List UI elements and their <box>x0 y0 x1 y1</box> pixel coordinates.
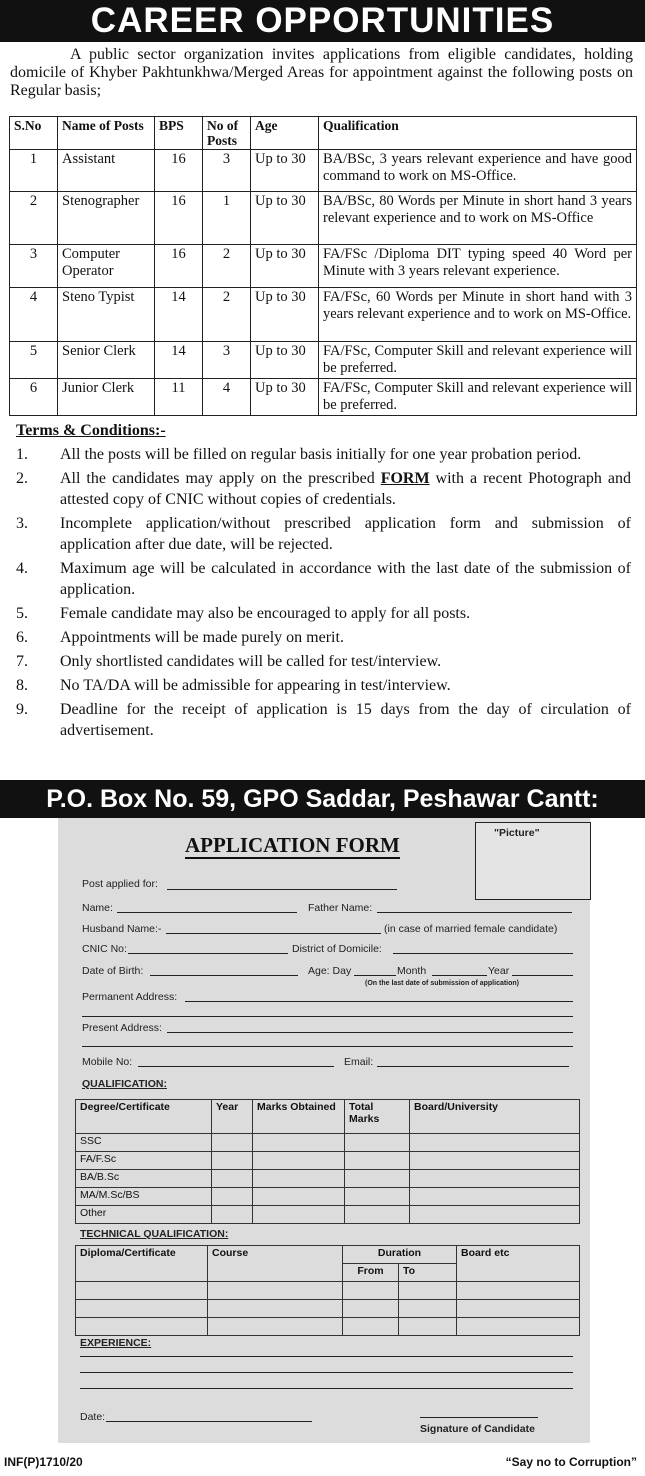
cnic-field[interactable] <box>128 953 288 954</box>
table-row <box>76 1134 580 1152</box>
present-address-field[interactable] <box>167 1032 573 1033</box>
table-row <box>10 150 637 192</box>
item-text: All the candidates may apply on the prescribed <box>60 470 381 487</box>
post-applied-field[interactable] <box>167 889 397 890</box>
experience-field-3[interactable] <box>80 1388 573 1389</box>
name-label: Name: <box>82 902 113 914</box>
signature-line[interactable] <box>420 1417 538 1418</box>
table-cell[interactable] <box>208 1318 343 1336</box>
cell-name: Senior Clerk <box>58 342 155 379</box>
cell-posts: 3 <box>203 342 251 379</box>
cell-sno: 4 <box>10 288 58 342</box>
item-text: All the posts will be filled on regular basis initially for one year probation period. <box>60 446 582 463</box>
qual-row-label: MA/M.Sc/BS <box>76 1188 212 1206</box>
cell-qualification: BA/BSc, 80 Words per Minute in short hand 3 years relevant experience and to work on MS-Office <box>319 192 637 245</box>
age-month-field[interactable] <box>432 975 487 976</box>
form-title: APPLICATION FORM <box>185 833 400 857</box>
table-cell[interactable] <box>345 1206 410 1224</box>
father-name-label: Father Name: <box>308 902 373 914</box>
table-cell[interactable] <box>457 1318 580 1336</box>
cell-name: Steno Typist <box>58 288 155 342</box>
cell-posts: 4 <box>203 379 251 416</box>
technical-qualification-heading: TECHNICAL QUALIFICATION: <box>80 1228 229 1240</box>
table-cell[interactable] <box>253 1188 345 1206</box>
dob-field[interactable] <box>150 975 298 976</box>
page-title: CAREER OPPORTUNITIES <box>0 0 645 42</box>
tech-header-diploma: Diploma/Certificate <box>76 1246 208 1282</box>
qualification-heading: QUALIFICATION: <box>82 1078 167 1090</box>
tech-header-duration: Duration <box>343 1246 457 1264</box>
terms-list <box>16 444 631 744</box>
age-day-label: Age: Day <box>308 965 352 977</box>
table-cell[interactable] <box>208 1282 343 1300</box>
list-item <box>16 444 631 465</box>
table-row <box>10 245 637 288</box>
item-text: Deadline for the receipt of application is 15 days from the day of circulation of advertisement. <box>60 701 631 739</box>
item-text: with a recent Photograph and attested copy of CNIC without copies of credentials. <box>60 470 631 508</box>
cell-name: Junior Clerk <box>58 379 155 416</box>
table-header-row <box>76 1100 580 1134</box>
present-address-field-2[interactable] <box>82 1046 573 1047</box>
table-row <box>76 1206 580 1224</box>
table-cell[interactable] <box>212 1152 253 1170</box>
item-number: 1. <box>16 446 28 463</box>
cell-bps: 16 <box>155 245 203 288</box>
picture-box <box>475 822 591 900</box>
table-cell[interactable] <box>212 1188 253 1206</box>
table-cell[interactable] <box>212 1170 253 1188</box>
cell-qualification: FA/FSc /Diploma DIT typing speed 40 Word per Minute with 3 years relevant experience. <box>319 245 637 288</box>
col-header-posts: No of Posts <box>203 117 251 150</box>
cell-posts: 1 <box>203 192 251 245</box>
cell-qualification: FA/FSc, Computer Skill and relevant experience will be preferred. <box>319 379 637 416</box>
table-cell[interactable] <box>253 1134 345 1152</box>
post-applied-label: Post applied for: <box>82 878 158 890</box>
item-text: No TA/DA will be admissible for appearing in test/interview. <box>60 677 451 694</box>
item-number: 4. <box>16 560 28 577</box>
tech-header-board: Board etc <box>457 1246 580 1282</box>
domicile-field[interactable] <box>393 953 573 954</box>
item-number: 9. <box>16 701 28 718</box>
dob-label: Date of Birth: <box>82 965 144 977</box>
form-emphasis: FORM <box>380 470 430 487</box>
col-header-sno: S.No <box>10 117 58 150</box>
address-banner: P.O. Box No. 59, GPO Saddar, Peshawar Cantt: <box>0 780 645 818</box>
item-text: Incomplete application/without prescribed application form and submission of application after due date, will be rejected. <box>60 515 631 553</box>
age-year-field[interactable] <box>512 975 573 976</box>
cell-age: Up to 30 <box>251 150 319 192</box>
qual-header-marks: Marks Obtained <box>253 1100 345 1134</box>
cell-qualification: FA/FSc, 60 Words per Minute in short hand with 3 years relevant experience and to work on MS-Office. <box>319 288 637 342</box>
table-cell[interactable] <box>399 1282 457 1300</box>
col-header-name: Name of Posts <box>58 117 155 150</box>
permanent-address-label: Permanent Address: <box>82 991 178 1003</box>
domicile-label: District of Domicile: <box>292 943 382 955</box>
date-field[interactable] <box>106 1421 312 1422</box>
item-text: Maximum age will be calculated in accordance with the last date of the submission of application. <box>60 560 631 598</box>
item-number: 2. <box>16 470 28 487</box>
qual-row-label: Other <box>76 1206 212 1224</box>
qual-row-label: BA/B.Sc <box>76 1170 212 1188</box>
table-cell[interactable] <box>208 1300 343 1318</box>
table-row <box>76 1170 580 1188</box>
table-row <box>10 288 637 342</box>
list-item <box>16 675 631 696</box>
table-cell[interactable] <box>345 1188 410 1206</box>
qual-header-year: Year <box>212 1100 253 1134</box>
table-row <box>10 192 637 245</box>
table-cell[interactable] <box>345 1152 410 1170</box>
experience-heading: EXPERIENCE: <box>80 1337 152 1349</box>
item-text: Only shortlisted candidates will be called for test/interview. <box>60 653 442 670</box>
item-number: 7. <box>16 653 28 670</box>
col-header-bps: BPS <box>155 117 203 150</box>
table-cell[interactable] <box>343 1318 399 1336</box>
item-number: 5. <box>16 605 28 622</box>
tech-header-course: Course <box>208 1246 343 1282</box>
table-cell[interactable] <box>457 1300 580 1318</box>
cell-bps: 16 <box>155 192 203 245</box>
cell-bps: 16 <box>155 150 203 192</box>
cell-bps: 14 <box>155 288 203 342</box>
signature-label: Signature of Candidate <box>420 1423 535 1435</box>
list-item <box>16 513 631 555</box>
table-row <box>76 1152 580 1170</box>
cell-age: Up to 30 <box>251 288 319 342</box>
table-header-row <box>76 1246 580 1264</box>
mobile-field[interactable] <box>138 1066 334 1067</box>
mobile-label: Mobile No: <box>82 1056 133 1068</box>
table-cell[interactable] <box>457 1282 580 1300</box>
experience-field-2[interactable] <box>80 1372 573 1373</box>
cell-age: Up to 30 <box>251 379 319 416</box>
list-item <box>16 468 631 510</box>
table-cell[interactable] <box>76 1318 208 1336</box>
table-row <box>76 1300 580 1318</box>
date-label: Date: <box>80 1411 106 1423</box>
cell-name: Computer Operator <box>58 245 155 288</box>
table-cell[interactable] <box>76 1300 208 1318</box>
list-item <box>16 627 631 648</box>
name-field[interactable] <box>117 912 297 913</box>
experience-field-1[interactable] <box>80 1356 573 1357</box>
age-note: (On the last date of submission of application) <box>365 980 520 987</box>
qual-row-label: SSC <box>76 1134 212 1152</box>
permanent-address-field-2[interactable] <box>82 1016 573 1017</box>
table-cell[interactable] <box>212 1206 253 1224</box>
list-item <box>16 558 631 600</box>
cell-age: Up to 30 <box>251 245 319 288</box>
table-cell[interactable] <box>410 1134 580 1152</box>
email-field[interactable] <box>377 1066 569 1067</box>
picture-label: "Picture" <box>494 827 540 839</box>
item-number: 6. <box>16 629 28 646</box>
table-cell[interactable] <box>410 1188 580 1206</box>
list-item <box>16 699 631 741</box>
cell-sno: 2 <box>10 192 58 245</box>
cell-bps: 11 <box>155 379 203 416</box>
cell-qualification: FA/FSc, Computer Skill and relevant experience will be preferred. <box>319 342 637 379</box>
intro-paragraph: A public sector organization invites applications from eligible candidates, holding domicile of Khyber Pakhtunkhwa/Merged Areas for appointment against the following posts on Regular basis; <box>10 46 633 99</box>
table-cell[interactable] <box>410 1206 580 1224</box>
father-name-field[interactable] <box>377 912 572 913</box>
husband-name-label: Husband Name:- <box>82 923 162 935</box>
table-cell[interactable] <box>253 1170 345 1188</box>
tech-header-from: From <box>343 1264 399 1282</box>
cell-age: Up to 30 <box>251 342 319 379</box>
table-cell[interactable] <box>76 1282 208 1300</box>
qual-header-degree: Degree/Certificate <box>76 1100 212 1134</box>
slogan: “Say no to Corruption” <box>505 1455 637 1469</box>
item-text: Appointments will be made purely on merit. <box>60 629 344 646</box>
table-row <box>76 1188 580 1206</box>
advertisement-ref: INF(P)1710/20 <box>4 1455 83 1469</box>
cell-bps: 14 <box>155 342 203 379</box>
qual-header-total: Total Marks <box>345 1100 410 1134</box>
present-address-label: Present Address: <box>82 1022 162 1034</box>
table-header-row <box>10 117 637 150</box>
table-row <box>10 342 637 379</box>
table-cell[interactable] <box>399 1318 457 1336</box>
table-cell[interactable] <box>343 1282 399 1300</box>
table-row <box>76 1282 580 1300</box>
husband-name-field[interactable] <box>166 933 381 934</box>
posts-table <box>9 116 637 416</box>
email-label: Email: <box>344 1056 374 1068</box>
age-year-label: Year <box>488 965 510 977</box>
tech-header-to: To <box>399 1264 457 1282</box>
item-number: 3. <box>16 515 28 532</box>
table-row <box>10 379 637 416</box>
qualification-table <box>75 1099 580 1224</box>
age-day-field[interactable] <box>354 975 396 976</box>
col-header-qualification: Qualification <box>319 117 637 150</box>
table-cell[interactable] <box>253 1206 345 1224</box>
age-month-label: Month <box>397 965 427 977</box>
cell-name: Assistant <box>58 150 155 192</box>
table-cell[interactable] <box>253 1152 345 1170</box>
technical-qualification-table <box>75 1245 580 1336</box>
cell-sno: 1 <box>10 150 58 192</box>
table-cell[interactable] <box>410 1170 580 1188</box>
qual-header-board: Board/University <box>410 1100 580 1134</box>
qual-row-label: FA/F.Sc <box>76 1152 212 1170</box>
table-cell[interactable] <box>345 1134 410 1152</box>
permanent-address-field[interactable] <box>185 1001 573 1002</box>
terms-heading: Terms & Conditions:- <box>16 422 166 439</box>
cell-posts: 3 <box>203 150 251 192</box>
table-cell[interactable] <box>212 1134 253 1152</box>
item-text: Female candidate may also be encouraged to apply for all posts. <box>60 605 471 622</box>
list-item <box>16 603 631 624</box>
cell-sno: 3 <box>10 245 58 288</box>
cell-posts: 2 <box>203 288 251 342</box>
cell-name: Stenographer <box>58 192 155 245</box>
cnic-label: CNIC No: <box>82 943 127 955</box>
cell-age: Up to 30 <box>251 192 319 245</box>
table-cell[interactable] <box>410 1152 580 1170</box>
table-cell[interactable] <box>343 1300 399 1318</box>
husband-note: (in case of married female candidate) <box>384 923 558 935</box>
item-number: 8. <box>16 677 28 694</box>
list-item <box>16 651 631 672</box>
col-header-age: Age <box>251 117 319 150</box>
cell-qualification: BA/BSc, 3 years relevant experience and have good command to work on MS-Office. <box>319 150 637 192</box>
table-cell[interactable] <box>345 1170 410 1188</box>
cell-posts: 2 <box>203 245 251 288</box>
cell-sno: 5 <box>10 342 58 379</box>
cell-sno: 6 <box>10 379 58 416</box>
table-row <box>76 1318 580 1336</box>
table-cell[interactable] <box>399 1300 457 1318</box>
